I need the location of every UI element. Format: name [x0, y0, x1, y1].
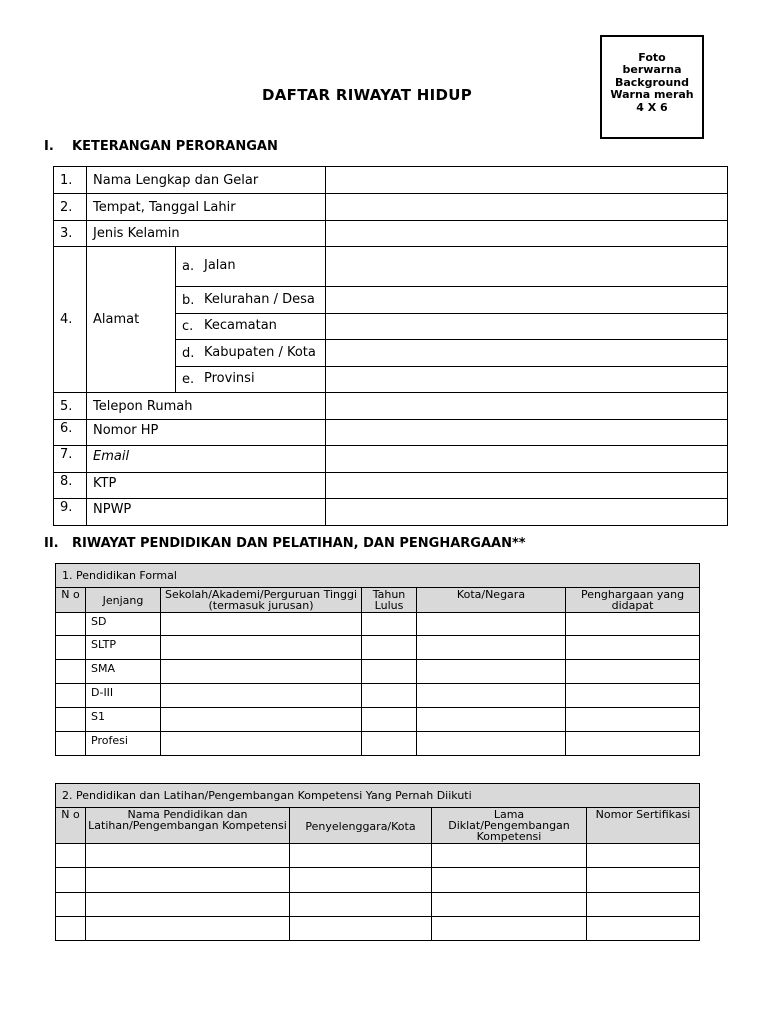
table-cell[interactable]: [56, 917, 86, 941]
table-row: [54, 194, 728, 221]
table-cell[interactable]: [417, 660, 566, 684]
row-number: 3.: [54, 221, 87, 247]
table-row: [56, 636, 700, 660]
education-level: SMA: [86, 660, 161, 684]
field-label: Nama Lengkap dan Gelar: [87, 167, 326, 194]
photo-line: berwarna: [622, 63, 682, 77]
sub-text: Kelurahan / Desa: [204, 291, 315, 307]
address-sub-label: [176, 247, 326, 287]
row-number: 5.: [54, 393, 87, 420]
field-label: KTP: [87, 473, 326, 499]
sub-letter: c.: [182, 319, 194, 334]
table-row: [56, 844, 700, 868]
table-caption-row: [56, 564, 700, 588]
photo-line: Background: [614, 75, 690, 89]
regency-field[interactable]: [326, 340, 728, 367]
section-1-heading: [44, 139, 278, 154]
table-cell[interactable]: [290, 893, 432, 917]
table-cell[interactable]: [362, 613, 417, 636]
table-header-row: [56, 808, 700, 844]
address-sub-label: [176, 314, 326, 340]
section-number: I.: [44, 139, 54, 154]
column-header: Jenjang: [86, 588, 161, 613]
npwp-field[interactable]: [326, 499, 728, 526]
table-cell[interactable]: [417, 613, 566, 636]
table-cell[interactable]: [86, 893, 290, 917]
sub-letter: d.: [182, 345, 195, 361]
row-number: 6.: [54, 420, 87, 446]
page-title: DAFTAR RIWAYAT HIDUP: [262, 86, 473, 104]
ktp-field[interactable]: [326, 473, 728, 499]
sub-text: Kabupaten / Kota: [204, 344, 316, 360]
table-cell[interactable]: [161, 636, 362, 660]
table-cell[interactable]: [587, 844, 700, 868]
row-number: 9.: [54, 499, 87, 526]
sub-text: Jalan: [204, 258, 236, 273]
sub-text: Kecamatan: [204, 318, 277, 333]
table-row: [54, 473, 728, 499]
table-cell[interactable]: [587, 868, 700, 893]
table-cell[interactable]: [56, 613, 86, 636]
table-cell[interactable]: [587, 893, 700, 917]
sub-text: Provinsi: [204, 371, 255, 386]
table-row: [54, 167, 728, 194]
table-cell[interactable]: [566, 613, 700, 636]
table-cell[interactable]: [56, 893, 86, 917]
mobile-number-field[interactable]: [326, 420, 728, 446]
column-header: Nomor Sertifikasi: [587, 808, 700, 844]
column-header: Nama Pendidikan dan Latihan/Pengembangan Kompetensi: [86, 808, 290, 844]
column-header: Kota/Negara: [417, 588, 566, 613]
table-cell[interactable]: [56, 684, 86, 708]
table-row: [56, 708, 700, 732]
table-cell[interactable]: [56, 844, 86, 868]
table-cell[interactable]: [566, 732, 700, 756]
column-header: Tahun Lulus: [362, 588, 417, 613]
table-cell[interactable]: [587, 917, 700, 941]
table-cell[interactable]: [566, 684, 700, 708]
table-row: [54, 393, 728, 420]
table-caption: 2. Pendidikan dan Latihan/Pengembangan Kompetensi Yang Pernah Diikuti: [56, 784, 700, 808]
field-label: Telepon Rumah: [87, 393, 326, 420]
table-row: [56, 732, 700, 756]
table-cell[interactable]: [290, 844, 432, 868]
training-table: [55, 783, 700, 941]
row-number: 8.: [54, 473, 87, 499]
table-cell[interactable]: [432, 917, 587, 941]
table-cell[interactable]: [362, 708, 417, 732]
address-sub-label: [176, 367, 326, 393]
field-label: Jenis Kelamin: [87, 221, 326, 247]
table-cell[interactable]: [417, 708, 566, 732]
table-row: [54, 420, 728, 446]
section-title: KETERANGAN PERORANGAN: [72, 139, 278, 154]
column-header: N o: [56, 588, 86, 613]
table-row: [56, 893, 700, 917]
table-cell[interactable]: [566, 708, 700, 732]
table-cell[interactable]: [362, 660, 417, 684]
table-cell[interactable]: [56, 708, 86, 732]
photo-placeholder[interactable]: [600, 35, 704, 139]
photo-line: 4 X 6: [636, 100, 668, 114]
column-header: Lama Diklat/Pengembangan Kompetensi: [432, 808, 587, 844]
table-cell[interactable]: [432, 893, 587, 917]
street-field[interactable]: [326, 247, 728, 287]
field-label: Tempat, Tanggal Lahir: [87, 194, 326, 221]
email-field[interactable]: [326, 446, 728, 473]
photo-line: Warna merah: [610, 88, 694, 102]
table-row: [54, 499, 728, 526]
section-number: II.: [44, 536, 59, 551]
sub-letter: a.: [182, 259, 195, 274]
table-cell[interactable]: [161, 684, 362, 708]
row-number: 2.: [54, 194, 87, 221]
table-cell[interactable]: [417, 732, 566, 756]
table-cell[interactable]: [161, 708, 362, 732]
table-cell[interactable]: [56, 636, 86, 660]
education-level: D-III: [86, 684, 161, 708]
address-sub-label: [176, 287, 326, 314]
field-label: NPWP: [87, 499, 326, 526]
personal-info-table: [53, 166, 728, 526]
table-row: [56, 613, 700, 636]
formal-education-table: [55, 563, 700, 756]
village-field[interactable]: [326, 287, 728, 314]
table-cell[interactable]: [56, 660, 86, 684]
table-cell[interactable]: [161, 732, 362, 756]
column-header: Penghargaan yang didapat: [566, 588, 700, 613]
column-header: Penyelenggara/Kota: [290, 808, 432, 844]
gender-field[interactable]: [326, 221, 728, 247]
table-row: [54, 446, 728, 473]
table-row: [56, 660, 700, 684]
section-title: RIWAYAT PENDIDIKAN DAN PELATIHAN, DAN PENGHARGAAN**: [72, 536, 526, 551]
address-sub-label: [176, 340, 326, 367]
sub-letter: b.: [182, 292, 195, 308]
education-level: Profesi: [86, 732, 161, 756]
table-cell[interactable]: [56, 732, 86, 756]
table-cell[interactable]: [161, 613, 362, 636]
table-cell[interactable]: [161, 660, 362, 684]
table-cell[interactable]: [86, 868, 290, 893]
field-label: Alamat: [87, 247, 176, 393]
table-cell[interactable]: [362, 732, 417, 756]
education-level: S1: [86, 708, 161, 732]
table-row: [56, 684, 700, 708]
table-cell[interactable]: [566, 636, 700, 660]
full-name-field[interactable]: [326, 167, 728, 194]
table-cell[interactable]: [290, 868, 432, 893]
table-cell[interactable]: [86, 844, 290, 868]
table-cell[interactable]: [86, 917, 290, 941]
table-cell[interactable]: [56, 868, 86, 893]
sub-letter: e.: [182, 372, 195, 387]
home-phone-field[interactable]: [326, 393, 728, 420]
field-label: Email: [87, 446, 326, 473]
education-level: SLTP: [86, 636, 161, 660]
birth-place-date-field[interactable]: [326, 194, 728, 221]
table-cell[interactable]: [362, 636, 417, 660]
row-number: 1.: [54, 167, 87, 194]
table-cell[interactable]: [290, 917, 432, 941]
table-cell[interactable]: [432, 844, 587, 868]
province-field[interactable]: [326, 367, 728, 393]
photo-line: Foto: [638, 50, 666, 64]
table-header-row: [56, 588, 700, 613]
district-field[interactable]: [326, 314, 728, 340]
table-caption-row: [56, 784, 700, 808]
table-cell[interactable]: [566, 660, 700, 684]
table-row: [56, 917, 700, 941]
field-label: Nomor HP: [87, 420, 326, 446]
column-header: N o: [56, 808, 86, 844]
table-row: [54, 247, 728, 287]
table-cell[interactable]: [432, 868, 587, 893]
table-caption: 1. Pendidikan Formal: [56, 564, 700, 588]
table-cell[interactable]: [417, 636, 566, 660]
row-number: 7.: [54, 446, 87, 473]
column-header: Sekolah/Akademi/Perguruan Tinggi (termasuk jurusan): [161, 588, 362, 613]
section-2-heading: [44, 536, 526, 551]
table-row: [56, 868, 700, 893]
table-row: [54, 221, 728, 247]
education-level: SD: [86, 613, 161, 636]
table-cell[interactable]: [417, 684, 566, 708]
row-number: 4.: [54, 247, 87, 393]
table-cell[interactable]: [362, 684, 417, 708]
